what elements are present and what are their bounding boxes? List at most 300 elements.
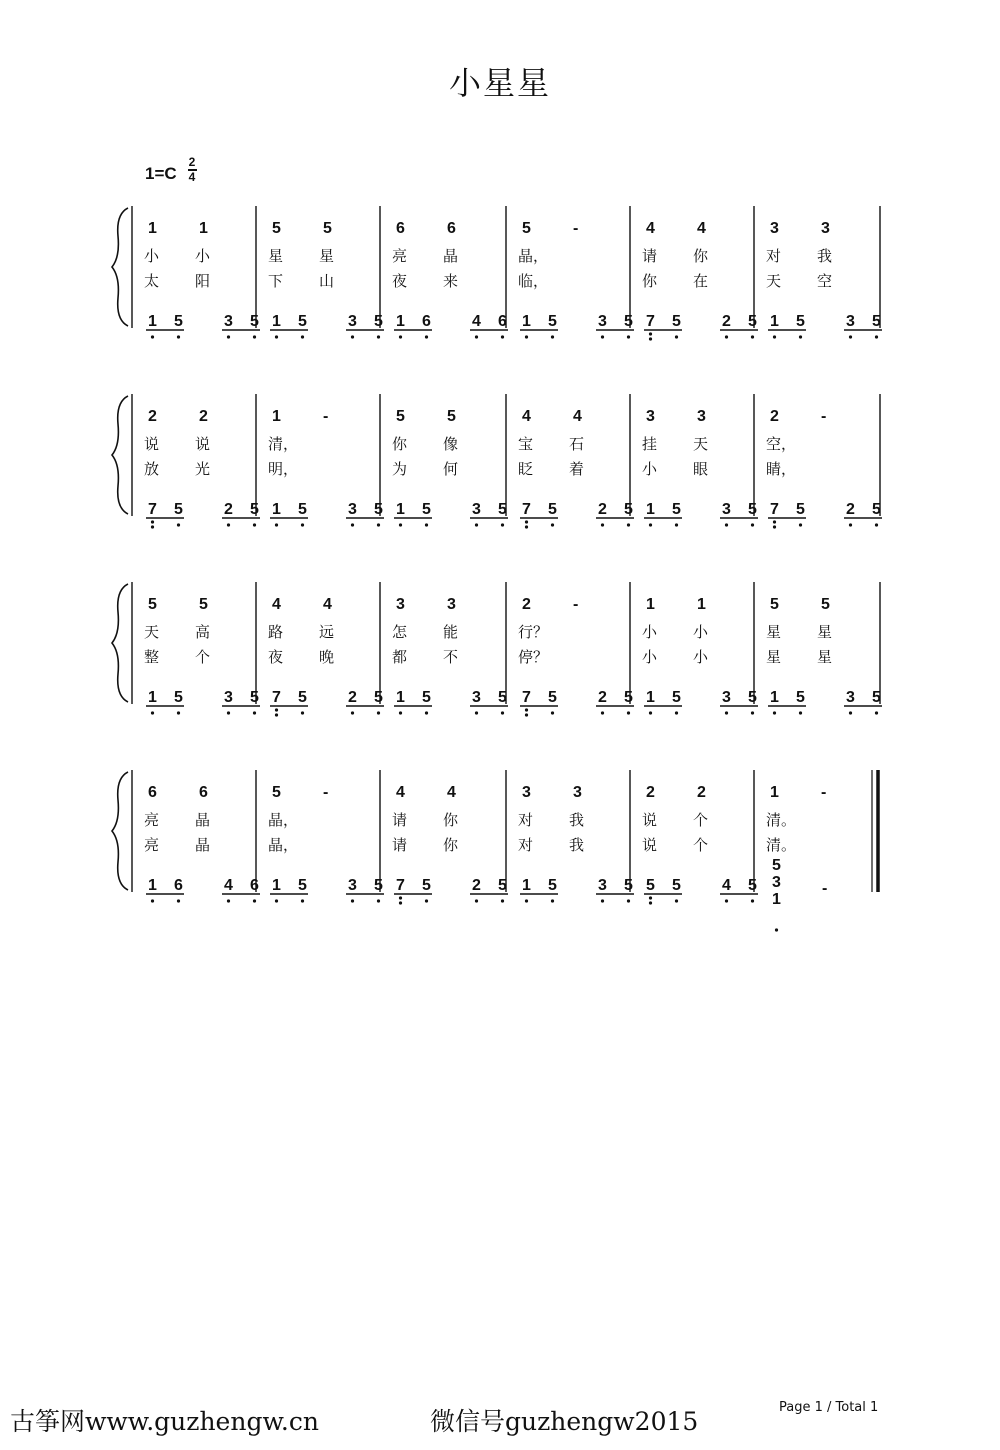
low-octave-dot bbox=[725, 335, 728, 338]
low-octave-dot bbox=[399, 523, 402, 526]
bass-note: 7 bbox=[522, 501, 531, 518]
bass-note: 1 bbox=[770, 689, 779, 706]
bass-note: 5 bbox=[250, 313, 259, 330]
low-octave-dot bbox=[275, 523, 278, 526]
bass-note: 6 bbox=[422, 313, 431, 330]
bass-note: 5 bbox=[298, 877, 307, 894]
melody-note: 1 bbox=[697, 596, 706, 613]
lyric-verse-1: 清。 bbox=[766, 811, 797, 829]
melody-note: 6 bbox=[199, 784, 208, 801]
lyric-verse-1: 空， bbox=[766, 435, 797, 453]
bass-note: 5 bbox=[796, 501, 805, 518]
bass-note: 3 bbox=[224, 689, 233, 706]
lyric-verse-2: 为 bbox=[392, 460, 408, 478]
bass-note: 5 bbox=[548, 877, 557, 894]
low-octave-dot bbox=[377, 523, 380, 526]
bass-note: 3 bbox=[348, 313, 357, 330]
lyric-verse-1: 说 bbox=[144, 435, 160, 453]
low-octave-dot bbox=[475, 899, 478, 902]
bass-note: 6 bbox=[498, 313, 507, 330]
bass-note: 1 bbox=[396, 689, 405, 706]
low-octave-dot bbox=[399, 896, 402, 899]
lyric-verse-1: 小 bbox=[144, 247, 160, 265]
low-octave-dot bbox=[675, 899, 678, 902]
melody-note: 3 bbox=[396, 596, 405, 613]
lyric-verse-2: 晚 bbox=[319, 648, 335, 666]
bass-note: 5 bbox=[548, 501, 557, 518]
melody-note: 1 bbox=[148, 220, 157, 237]
chord-note: 3 bbox=[772, 874, 781, 891]
melody-note: 2 bbox=[522, 596, 531, 613]
lyric-verse-2: 夜 bbox=[268, 648, 284, 666]
lyric-verse-2: 眨 bbox=[518, 460, 534, 478]
lyric-verse-1: 你 bbox=[693, 247, 709, 265]
bass-note: 5 bbox=[174, 689, 183, 706]
low-octave-dot bbox=[601, 523, 604, 526]
lyric-verse-2: 着 bbox=[569, 460, 585, 478]
low-octave-dot bbox=[177, 899, 180, 902]
melody-note: 5 bbox=[821, 596, 830, 613]
lyric-verse-1: 对 bbox=[518, 811, 534, 829]
bass-note: 1 bbox=[272, 501, 281, 518]
lyric-verse-1: 亮 bbox=[392, 247, 408, 265]
bass-note: 5 bbox=[422, 877, 431, 894]
lyric-verse-1: 亮 bbox=[144, 811, 160, 829]
melody-note: 5 bbox=[396, 408, 405, 425]
low-octave-dot bbox=[275, 708, 278, 711]
lyric-verse-2: 个 bbox=[693, 836, 709, 854]
system-brace bbox=[112, 772, 128, 890]
chord-note: 5 bbox=[772, 857, 781, 874]
bass-note: 7 bbox=[646, 313, 655, 330]
bass-note: 1 bbox=[522, 313, 531, 330]
system-brace bbox=[112, 584, 128, 702]
melody-note: - bbox=[821, 408, 827, 425]
lyric-verse-2: 星 bbox=[766, 648, 782, 666]
lyric-verse-1: 挂 bbox=[642, 435, 658, 453]
lyric-verse-1: 星 bbox=[268, 247, 284, 265]
bass-note: 5 bbox=[422, 501, 431, 518]
bass-note: 1 bbox=[272, 313, 281, 330]
low-octave-dot bbox=[351, 899, 354, 902]
bass-note: 5 bbox=[796, 689, 805, 706]
low-octave-dot bbox=[525, 708, 528, 711]
low-octave-dot bbox=[301, 711, 304, 714]
bass-note: 2 bbox=[472, 877, 481, 894]
low-octave-dot bbox=[751, 711, 754, 714]
melody-note: 5 bbox=[148, 596, 157, 613]
bass-note: 5 bbox=[624, 689, 633, 706]
lyric-verse-1: 小 bbox=[642, 623, 658, 641]
low-octave-dot bbox=[551, 899, 554, 902]
melody-note: 4 bbox=[573, 408, 582, 425]
bass-note: 7 bbox=[272, 689, 281, 706]
low-octave-dot bbox=[275, 713, 278, 716]
low-octave-dot bbox=[475, 335, 478, 338]
lyric-verse-2: 放 bbox=[144, 460, 160, 478]
bass-note: 3 bbox=[224, 313, 233, 330]
bass-note: 2 bbox=[598, 501, 607, 518]
low-octave-dot bbox=[849, 711, 852, 714]
melody-note: 6 bbox=[396, 220, 405, 237]
low-octave-dot bbox=[649, 337, 652, 340]
lyric-verse-1: 晶 bbox=[195, 811, 211, 829]
low-octave-dot bbox=[675, 711, 678, 714]
lyric-verse-1: 小 bbox=[195, 247, 211, 265]
lyric-verse-2: 晶 bbox=[195, 836, 211, 854]
lyric-verse-1: 星 bbox=[319, 247, 335, 265]
bass-note: 5 bbox=[250, 689, 259, 706]
melody-note: 2 bbox=[697, 784, 706, 801]
low-octave-dot bbox=[253, 523, 256, 526]
bass-note: 3 bbox=[846, 313, 855, 330]
bass-note: 5 bbox=[548, 689, 557, 706]
bass-note: 1 bbox=[522, 877, 531, 894]
bass-note: 5 bbox=[174, 501, 183, 518]
bass-note: 4 bbox=[722, 877, 731, 894]
low-octave-dot bbox=[399, 335, 402, 338]
lyric-verse-2: 光 bbox=[195, 460, 211, 478]
lyric-verse-1: 天 bbox=[693, 435, 709, 453]
low-octave-dot bbox=[649, 896, 652, 899]
lyric-verse-1: 晶， bbox=[518, 247, 549, 265]
low-octave-dot bbox=[425, 523, 428, 526]
lyric-verse-2: 在 bbox=[693, 272, 709, 290]
low-octave-dot bbox=[601, 335, 604, 338]
melody-note: - bbox=[573, 220, 579, 237]
lyric-verse-2: 小 bbox=[642, 648, 658, 666]
lyric-verse-2: 你 bbox=[443, 836, 459, 854]
footer-website: 古筝网www.guzhengw.cn bbox=[10, 1407, 319, 1436]
low-octave-dot bbox=[875, 335, 878, 338]
low-octave-dot bbox=[177, 523, 180, 526]
bass-note: 6 bbox=[250, 877, 259, 894]
bass-note: 3 bbox=[472, 689, 481, 706]
low-octave-dot bbox=[773, 525, 776, 528]
low-octave-dot bbox=[627, 335, 630, 338]
melody-note: 3 bbox=[447, 596, 456, 613]
low-octave-dot bbox=[425, 711, 428, 714]
low-octave-dot bbox=[551, 711, 554, 714]
lyric-verse-1: 能 bbox=[443, 623, 459, 641]
melody-note: - bbox=[323, 408, 329, 425]
lyric-verse-2: 眼 bbox=[693, 460, 709, 478]
footer-wechat: 微信号guzhengw2015 bbox=[430, 1407, 699, 1436]
low-octave-dot bbox=[601, 711, 604, 714]
melody-note: 5 bbox=[770, 596, 779, 613]
bass-note: 5 bbox=[672, 501, 681, 518]
lyric-verse-2: 山 bbox=[319, 272, 335, 290]
bass-note: 5 bbox=[298, 313, 307, 330]
lyric-verse-1: 你 bbox=[392, 435, 408, 453]
lyric-verse-1: 我 bbox=[817, 247, 833, 265]
lyric-verse-1: 小 bbox=[693, 623, 709, 641]
low-octave-dot bbox=[425, 335, 428, 338]
lyric-verse-2: 何 bbox=[443, 460, 459, 478]
melody-note: 1 bbox=[272, 408, 281, 425]
system-brace bbox=[112, 396, 128, 514]
melody-note: 3 bbox=[821, 220, 830, 237]
melody-note: 5 bbox=[272, 220, 281, 237]
low-octave-dot bbox=[675, 335, 678, 338]
bass-note: 5 bbox=[672, 877, 681, 894]
low-octave-dot bbox=[525, 899, 528, 902]
lyric-verse-1: 路 bbox=[268, 623, 284, 641]
lyric-verse-1: 行？ bbox=[518, 623, 549, 641]
melody-note: 3 bbox=[697, 408, 706, 425]
low-octave-dot bbox=[773, 335, 776, 338]
melody-note: 4 bbox=[646, 220, 655, 237]
low-octave-dot bbox=[501, 335, 504, 338]
bass-note: 5 bbox=[298, 689, 307, 706]
lyric-verse-2: 小 bbox=[693, 648, 709, 666]
lyric-verse-1: 请 bbox=[392, 811, 408, 829]
bass-note: 4 bbox=[472, 313, 481, 330]
low-octave-dot bbox=[301, 523, 304, 526]
lyric-verse-1: 晶， bbox=[268, 811, 299, 829]
melody-note: 6 bbox=[447, 220, 456, 237]
melody-note: - bbox=[323, 784, 329, 801]
low-octave-dot bbox=[177, 711, 180, 714]
bass-note: 5 bbox=[374, 877, 383, 894]
bass-note: 2 bbox=[846, 501, 855, 518]
lyric-verse-1: 说 bbox=[195, 435, 211, 453]
melody-note: 4 bbox=[396, 784, 405, 801]
bass-note: 1 bbox=[646, 689, 655, 706]
bass-note: 2 bbox=[224, 501, 233, 518]
low-octave-dot bbox=[227, 899, 230, 902]
melody-note: 1 bbox=[199, 220, 208, 237]
melody-note: 4 bbox=[447, 784, 456, 801]
lyric-verse-2: 你 bbox=[642, 272, 658, 290]
bass-note: 5 bbox=[498, 689, 507, 706]
low-octave-dot bbox=[151, 711, 154, 714]
melody-note: 1 bbox=[646, 596, 655, 613]
lyric-verse-2: 说 bbox=[642, 836, 658, 854]
bass-note: 5 bbox=[872, 689, 881, 706]
bass-note: 5 bbox=[748, 689, 757, 706]
bass-note: 5 bbox=[748, 877, 757, 894]
low-octave-dot bbox=[525, 335, 528, 338]
low-octave-dot bbox=[751, 899, 754, 902]
lyric-verse-1: 我 bbox=[569, 811, 585, 829]
low-octave-dot bbox=[425, 899, 428, 902]
lyric-verse-2: 不 bbox=[443, 648, 459, 666]
bass-note: 3 bbox=[722, 501, 731, 518]
melody-note: 2 bbox=[148, 408, 157, 425]
low-octave-dot bbox=[799, 335, 802, 338]
lyric-verse-2: 对 bbox=[518, 836, 534, 854]
key-signature: 1=C bbox=[145, 164, 177, 183]
bass-note: 1 bbox=[148, 313, 157, 330]
lyric-verse-1: 星 bbox=[766, 623, 782, 641]
lyric-verse-2: 个 bbox=[195, 648, 211, 666]
time-signature-top: 2 bbox=[188, 155, 196, 169]
low-octave-dot bbox=[649, 332, 652, 335]
low-octave-dot bbox=[751, 335, 754, 338]
lyric-verse-2: 太 bbox=[144, 272, 160, 290]
low-octave-dot bbox=[501, 523, 504, 526]
bass-note: 3 bbox=[348, 877, 357, 894]
melody-note: 4 bbox=[522, 408, 531, 425]
low-octave-dot bbox=[253, 335, 256, 338]
bass-note: 5 bbox=[548, 313, 557, 330]
low-octave-dot bbox=[399, 711, 402, 714]
lyric-verse-1: 怎 bbox=[392, 623, 408, 641]
low-octave-dot bbox=[799, 523, 802, 526]
melody-note: 2 bbox=[770, 408, 779, 425]
melody-note: - bbox=[573, 596, 579, 613]
low-octave-dot bbox=[151, 525, 154, 528]
lyric-verse-1: 说 bbox=[642, 811, 658, 829]
low-octave-dot bbox=[301, 899, 304, 902]
low-octave-dot bbox=[627, 523, 630, 526]
melody-note: 2 bbox=[199, 408, 208, 425]
melody-note: 5 bbox=[272, 784, 281, 801]
low-octave-dot bbox=[525, 713, 528, 716]
lyric-verse-1: 对 bbox=[766, 247, 782, 265]
lyric-verse-1: 远 bbox=[319, 623, 335, 641]
melody-note: 3 bbox=[573, 784, 582, 801]
low-octave-dot bbox=[849, 335, 852, 338]
bass-note: 5 bbox=[872, 501, 881, 518]
melody-note: 5 bbox=[522, 220, 531, 237]
low-octave-dot bbox=[351, 711, 354, 714]
bass-note: 3 bbox=[598, 313, 607, 330]
bass-note: 5 bbox=[422, 689, 431, 706]
low-octave-dot bbox=[725, 523, 728, 526]
melody-note: 4 bbox=[697, 220, 706, 237]
low-octave-dot bbox=[775, 928, 778, 931]
melody-note: 3 bbox=[646, 408, 655, 425]
low-octave-dot bbox=[649, 711, 652, 714]
bass-note: 1 bbox=[272, 877, 281, 894]
lyric-verse-2: 下 bbox=[268, 272, 284, 290]
lyric-verse-1: 清， bbox=[268, 435, 299, 453]
melody-note: 1 bbox=[770, 784, 779, 801]
bass-note: 5 bbox=[672, 313, 681, 330]
low-octave-dot bbox=[675, 523, 678, 526]
lyric-verse-1: 晶 bbox=[443, 247, 459, 265]
bass-note: 5 bbox=[624, 313, 633, 330]
chord-note: 1 bbox=[772, 891, 781, 908]
low-octave-dot bbox=[725, 711, 728, 714]
low-octave-dot bbox=[475, 523, 478, 526]
low-octave-dot bbox=[177, 335, 180, 338]
low-octave-dot bbox=[649, 523, 652, 526]
low-octave-dot bbox=[725, 899, 728, 902]
lyric-verse-2: 整 bbox=[144, 648, 160, 666]
low-octave-dot bbox=[525, 525, 528, 528]
lyric-verse-1: 星 bbox=[817, 623, 833, 641]
low-octave-dot bbox=[301, 335, 304, 338]
melody-note: 3 bbox=[522, 784, 531, 801]
lyric-verse-2: 阳 bbox=[195, 272, 211, 290]
bass-note: 1 bbox=[770, 313, 779, 330]
bass-note: 1 bbox=[396, 501, 405, 518]
melody-note: 5 bbox=[447, 408, 456, 425]
lyric-verse-2: 来 bbox=[443, 272, 459, 290]
lyric-verse-1: 宝 bbox=[518, 435, 534, 453]
lyric-verse-2: 我 bbox=[569, 836, 585, 854]
low-octave-dot bbox=[773, 520, 776, 523]
bass-note: 4 bbox=[224, 877, 233, 894]
bass-note: 7 bbox=[522, 689, 531, 706]
bass-note: 5 bbox=[748, 313, 757, 330]
bass-note: 5 bbox=[796, 313, 805, 330]
low-octave-dot bbox=[525, 520, 528, 523]
low-octave-dot bbox=[351, 523, 354, 526]
lyric-verse-1: 石 bbox=[569, 435, 585, 453]
low-octave-dot bbox=[751, 523, 754, 526]
lyric-verse-2: 亮 bbox=[144, 836, 160, 854]
low-octave-dot bbox=[151, 899, 154, 902]
lyric-verse-2: 明， bbox=[268, 460, 299, 478]
time-signature-bottom: 4 bbox=[188, 169, 196, 184]
bass-note: 5 bbox=[174, 313, 183, 330]
melody-note: 5 bbox=[199, 596, 208, 613]
bass-note: 5 bbox=[298, 501, 307, 518]
bass-note: 3 bbox=[348, 501, 357, 518]
lyric-verse-2: 停？ bbox=[518, 648, 549, 666]
low-octave-dot bbox=[875, 523, 878, 526]
bass-note: 3 bbox=[722, 689, 731, 706]
low-octave-dot bbox=[627, 899, 630, 902]
bass-sustain-dash: - bbox=[822, 880, 828, 897]
low-octave-dot bbox=[501, 711, 504, 714]
bass-note: 1 bbox=[646, 501, 655, 518]
lyric-verse-1: 高 bbox=[195, 623, 211, 641]
melody-note: 5 bbox=[323, 220, 332, 237]
bass-note: 1 bbox=[396, 313, 405, 330]
lyric-verse-1: 天 bbox=[144, 623, 160, 641]
low-octave-dot bbox=[475, 711, 478, 714]
low-octave-dot bbox=[227, 711, 230, 714]
bass-note: 3 bbox=[472, 501, 481, 518]
bass-note: 3 bbox=[846, 689, 855, 706]
bass-note: 5 bbox=[672, 689, 681, 706]
lyric-verse-2: 星 bbox=[817, 648, 833, 666]
bass-note: 7 bbox=[396, 877, 405, 894]
bass-note: 5 bbox=[646, 877, 655, 894]
low-octave-dot bbox=[151, 335, 154, 338]
low-octave-dot bbox=[773, 711, 776, 714]
melody-note: 4 bbox=[323, 596, 332, 613]
low-octave-dot bbox=[501, 899, 504, 902]
low-octave-dot bbox=[649, 901, 652, 904]
lyric-verse-2: 睛， bbox=[766, 460, 797, 478]
lyric-verse-2: 晶， bbox=[268, 836, 299, 854]
lyric-verse-2: 都 bbox=[392, 648, 408, 666]
low-octave-dot bbox=[275, 335, 278, 338]
low-octave-dot bbox=[875, 711, 878, 714]
lyric-verse-2: 空 bbox=[817, 272, 833, 290]
low-octave-dot bbox=[227, 523, 230, 526]
melody-note: - bbox=[821, 784, 827, 801]
bass-note: 2 bbox=[722, 313, 731, 330]
lyric-verse-2: 天 bbox=[766, 272, 782, 290]
lyric-verse-1: 请 bbox=[642, 247, 658, 265]
bass-note: 2 bbox=[598, 689, 607, 706]
low-octave-dot bbox=[799, 711, 802, 714]
bass-note: 1 bbox=[148, 877, 157, 894]
bass-note: 3 bbox=[598, 877, 607, 894]
low-octave-dot bbox=[627, 711, 630, 714]
bass-note: 7 bbox=[770, 501, 779, 518]
low-octave-dot bbox=[227, 335, 230, 338]
bass-note: 5 bbox=[624, 501, 633, 518]
low-octave-dot bbox=[253, 899, 256, 902]
